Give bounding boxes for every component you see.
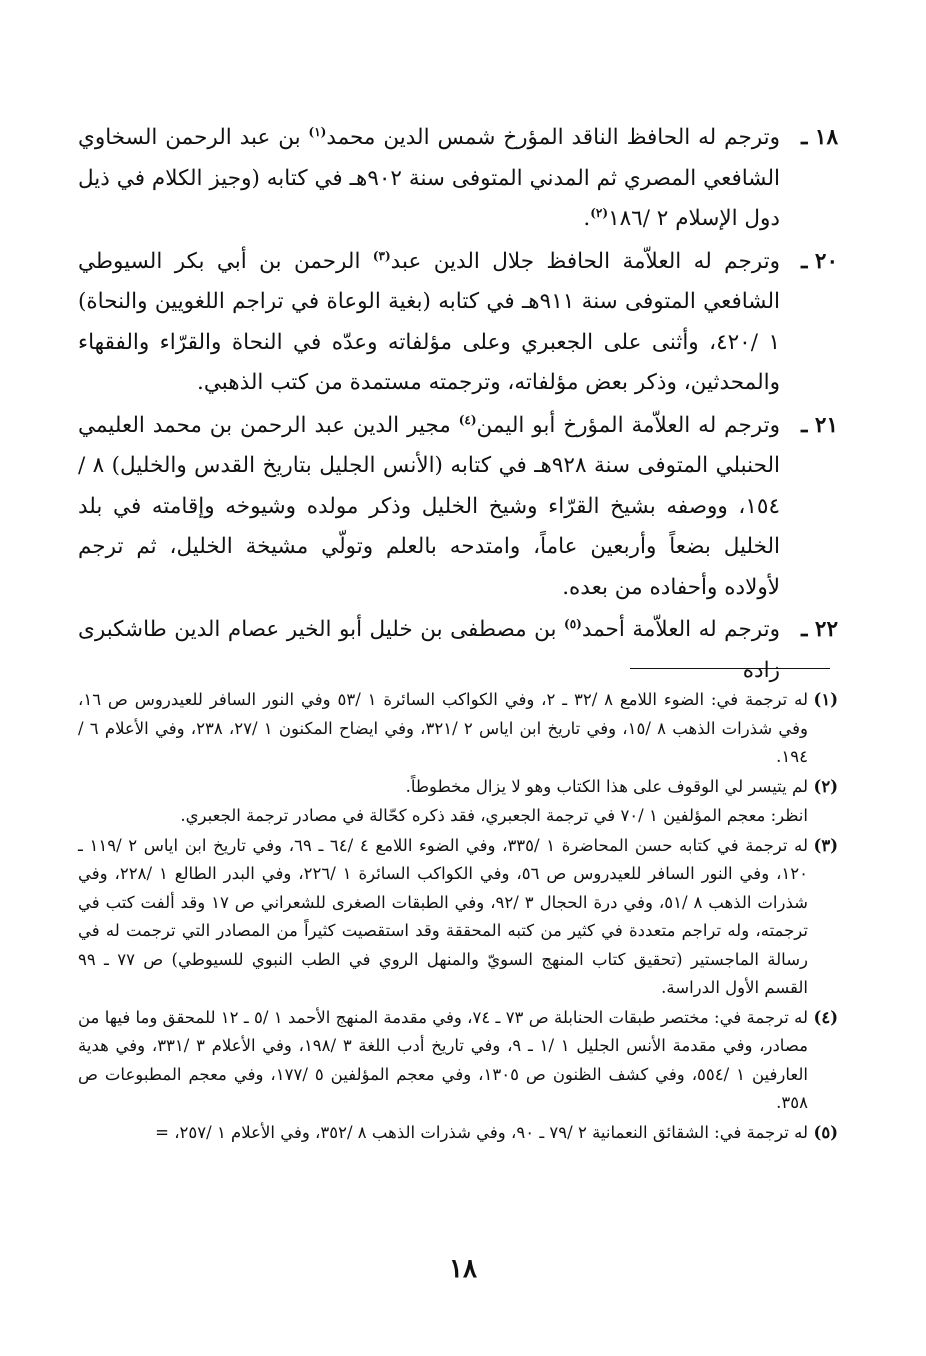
footnote-mark: (٢) <box>813 776 838 796</box>
entry-number: ٢٢ ـ <box>801 617 838 642</box>
entry-text: وترجم له العلاّمة الحافظ جلال الدين عبد <box>390 248 780 274</box>
footnote-mark: (٣) <box>813 835 838 855</box>
entry-text: وترجم له الحافظ الناقد المؤرخ شمس الدين محمد <box>326 125 780 150</box>
footnote-divider <box>630 668 830 669</box>
footnote-reference: (٢) <box>590 205 609 220</box>
footnote-2 <box>78 773 838 802</box>
footnote-3 <box>78 832 838 1003</box>
entry-text: بن مصطفى بن خليل أبو الخير عصام الدين طاشكبرى زاده <box>78 617 780 683</box>
entry-20 <box>78 242 838 404</box>
entry-18 <box>78 118 838 240</box>
page-number: ١٨ <box>449 1254 477 1284</box>
entry-number: ١٨ ـ <box>801 125 838 150</box>
footnote-text: له ترجمة في: الضوء اللامع ٨ /٣٢ ـ ٢، وفي الكواكب السائرة ١ /٥٣ وفي النور السافر للعيدروس ص ١٦، وفي شذرات الذهب ٨ /١٥، وفي تاريخ ابن اياس ٢ /٣٢١، وفي ايضاح المكنون ١ /٢٧، ٢٣٨، وفي الأعلام ٦ /١٩٤. <box>78 690 809 766</box>
footnote-text: له ترجمة في كتابه حسن المحاضرة ١ /٣٣٥، وفي الضوء اللامع ٤ /٦٤ ـ ٦٩، وفي تاريخ ابن اياس ٢ /١١٩ ـ ١٢٠، وفي النور السافر للعيدروس ص ٥٦، وفي الكواكب السائرة ١ /٢٢٦، وفي البدر الطالع ١ /٢٢٨، وفي شذرات الذهب ٨ /٥١، وفي درة الحجال ٣ /٩٢، وفي الطبقات الصغرى للشعراني ص ١٧ وقد ألفت كتب في ترجمته، وله تراجم متعددة في كثير من كتبه المحققة وقد استقصيت كثيراً من المصادر التي ترجمت له في رسالة الماجستير (تحقيق كتاب المنهج السويّ والمنهل الروي في الطب النبوي للسيوطي) ص ٧٧ ـ ٩٩ القسم الأول الدراسة. <box>78 835 808 997</box>
footnote-text: له ترجمة في: مختصر طبقات الحنابلة ص ٧٣ ـ ٧٤، وفي مقدمة المنهج الأحمد ١ /٥ ـ ١٢ للمحقق وما فيها من مصادر، وفي مقدمة الأنس الجليل ١ /١ ـ ٩، وفي تاريخ أدب اللغة ٣ /١٩٨، وفي الأعلام ٣ /٣٣١، وفي هدية العارفين ١ /٥٥٤، وفي كشف الظنون ص ١٣٠٥، وفي معجم المؤلفين ٥ /١٧٧، وفي معجم المطبوعات ص ٣٥٨. <box>78 1007 809 1112</box>
footnote-reference: (٤) <box>458 412 477 427</box>
entry-text: مجير الدين عبد الرحمن بن محمد العليمي الحنبلي المتوفى سنة ٩٢٨هـ في كتابه (الأنس الجليل بتاريخ القدس والخليل) ٨ /١٥٤، ووصفه بشيخ القرّاء وشيخ الخليل وذكر مولده وشيوخه وإقامته في بلد الخليل بضعاً وأربعين عاماً، وامتدحه بالعلم وتولّي مشيخة الخليل، ثم ترجم لأولاده وأحفاده من بعده. <box>78 412 780 600</box>
entry-text: وترجم له العلاّمة أحمد <box>581 617 780 642</box>
entry-text: وترجم له العلاّمة المؤرخ أبو اليمن <box>476 412 780 438</box>
entry-text: الرحمن بن أبي بكر السيوطي الشافعي المتوفى سنة ٩١١هـ في كتابه (بغية الوعاة في تراجم اللغويين والنحاة) ١ /٤٢٠، وأثنى على الجعبري وعلى مؤلفاته وعدّه في النحاة والقرّاء والفقهاء والمحدثين، وذكر بعض مؤلفاته، وترجمته مستمدة من كتب الذهبي. <box>78 248 780 395</box>
footnote-text: لم يتيسر لي الوقوف على هذا الكتاب وهو لا يزال مخطوطاً. <box>405 776 808 796</box>
footnote-reference: (٣) <box>372 248 391 263</box>
footnote-mark: (٤) <box>813 1007 839 1027</box>
entry-number: ٢٠ ـ <box>801 248 838 274</box>
footnote-reference: (٥) <box>564 616 582 631</box>
footnote-mark: (١) <box>813 690 838 709</box>
footnote-1 <box>78 686 838 772</box>
main-text <box>78 118 838 693</box>
footnote-5 <box>78 1119 838 1148</box>
entry-text: . <box>583 206 591 231</box>
footnote-reference: (١) <box>308 124 327 139</box>
footnotes-section <box>78 686 838 1148</box>
entry-number: ٢١ ـ <box>801 412 838 438</box>
entry-21 <box>78 406 838 609</box>
entry-text: بن عبد الرحمن السخاوي الشافعي المصري ثم المدني المتوفى سنة ٩٠٢هـ في كتابه (وجيز الكلام في ذيل دول الإسلام ٢ /١٨٦ <box>78 125 780 231</box>
footnote-text: له ترجمة في: الشقائق النعمانية ٢ /٧٩ ـ ٩٠، وفي شذرات الذهب ٨ /٣٥٢، وفي الأعلام ١ /٢٥٧، = <box>155 1122 808 1142</box>
footnote-mark: (٥) <box>813 1122 838 1142</box>
footnote-4 <box>78 1004 838 1118</box>
footnote-2-continuation: انظر: معجم المؤلفين ١ /٧٠ في ترجمة الجعبري، فقد ذكره كحّالة في مصادر ترجمة الجعبري. <box>180 806 808 825</box>
entry-22 <box>78 610 838 691</box>
